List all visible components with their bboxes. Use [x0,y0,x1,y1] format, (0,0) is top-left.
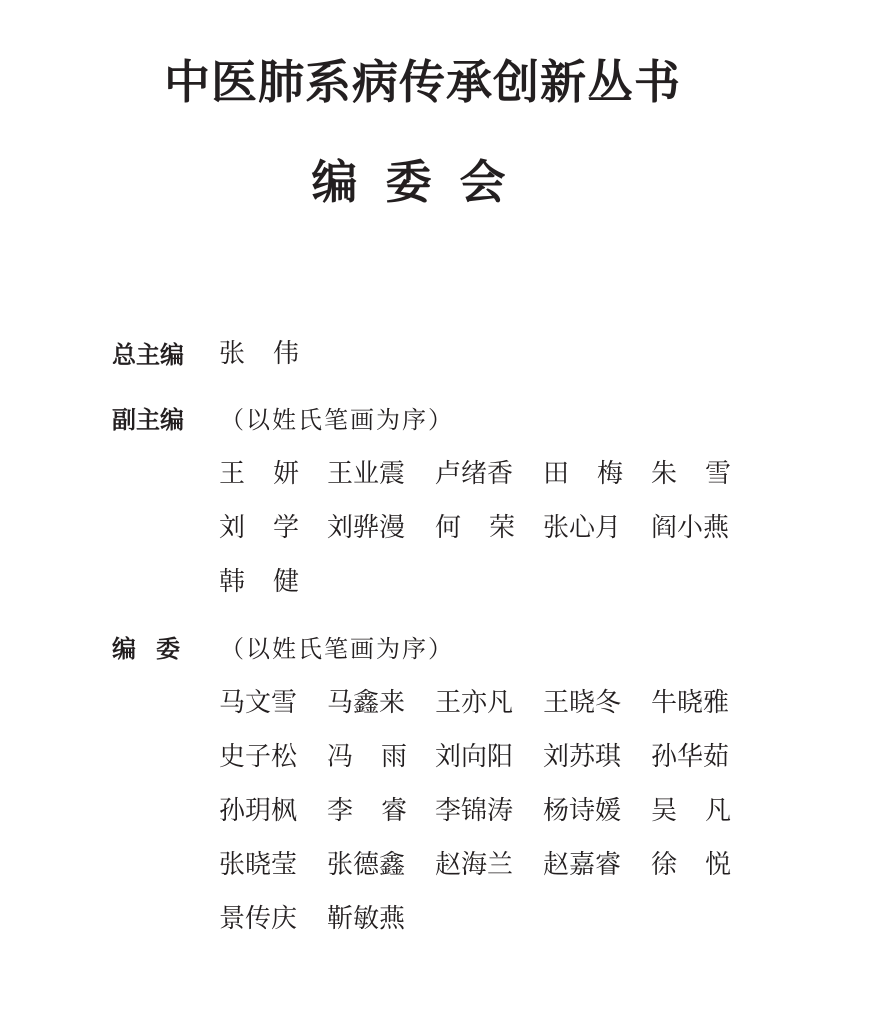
chief-editor-name: 张 伟 [219,339,299,369]
chief-editor-label: 总主编 [112,341,184,369]
editorial-member-name: 赵海兰 [435,850,514,880]
editorial-member-name: 王亦凡 [435,688,514,718]
editorial-member-name: 牛晓雅 [651,688,730,718]
deputy-editor-name: 朱 雪 [651,459,731,489]
editorial-member-name: 靳敏燕 [327,904,406,934]
editorial-member-name: 冯 雨 [327,742,407,772]
editorial-member-name: 马鑫来 [327,688,406,718]
deputy-editor-name: 田 梅 [543,459,623,489]
series-title: 中医肺系病传承创新丛书 [164,55,681,109]
editorial-member-name: 张德鑫 [327,850,406,880]
editorial-member-name: 王晓冬 [543,688,622,718]
editorial-member-name: 吴 凡 [651,796,731,826]
deputy-editor-name: 王业震 [327,459,406,489]
deputy-editor-name: 刘 学 [219,513,299,543]
deputy-editor-name: 阎小燕 [651,513,730,543]
deputy-editor-name: 张心月 [543,513,622,543]
deputy-editor-name: 刘骅漫 [327,513,406,543]
committee-title: 编委会 [311,155,534,209]
deputy-editor-name: 何 荣 [435,513,515,543]
deputy-editors-list [219,456,759,618]
editorial-member-name: 张晓莹 [219,850,298,880]
editorial-members-list [219,685,759,955]
editorial-member-name: 李 睿 [327,796,407,826]
deputy-editor-name: 卢绪香 [435,459,514,489]
editorial-member-name: 孙华茹 [651,742,730,772]
editorial-member-name: 孙玥枫 [219,796,298,826]
editorial-member-name: 史子松 [219,742,298,772]
editorial-member-name: 赵嘉睿 [543,850,622,880]
editorial-member-name: 徐 悦 [651,850,731,880]
deputy-editors-label: 副主编 [112,406,184,434]
editorial-members-label: 编委 [112,635,200,663]
deputy-editor-name: 韩 健 [219,567,299,597]
editorial-member-name: 景传庆 [219,904,298,934]
editorial-member-name: 李锦涛 [435,796,514,826]
editorial-member-name: 刘向阳 [435,742,514,772]
deputy-editors-order-note: （以姓氏笔画为序） [220,406,454,434]
editorial-member-name: 马文雪 [219,688,298,718]
deputy-editor-name: 王 妍 [219,459,299,489]
editorial-members-order-note: （以姓氏笔画为序） [220,635,454,663]
editorial-member-name: 刘苏琪 [543,742,622,772]
editorial-member-name: 杨诗媛 [543,796,622,826]
